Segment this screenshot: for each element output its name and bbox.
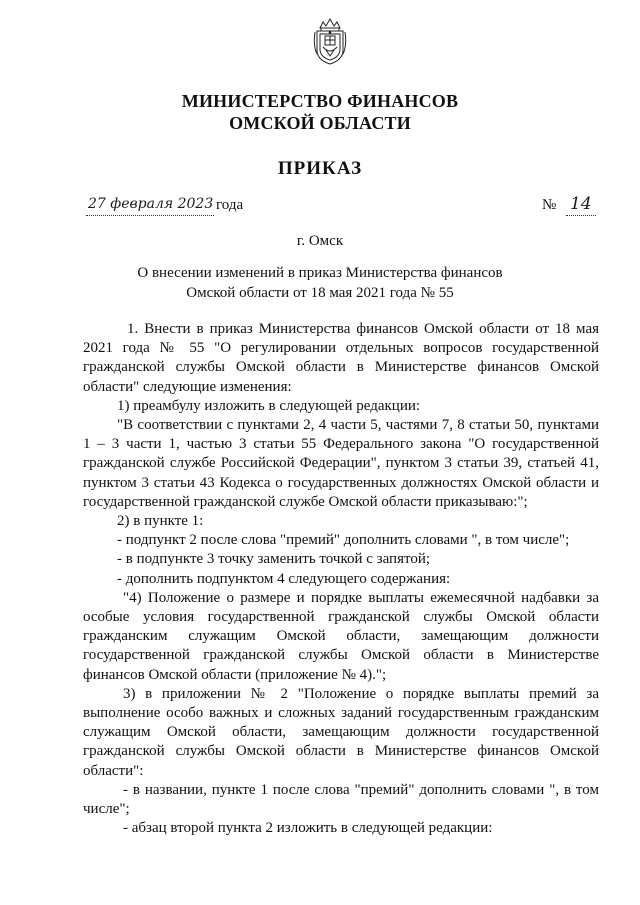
paragraph-7: - дополнить подпунктом 4 следующего содержания: <box>117 570 451 587</box>
paragraph-11: - абзац второй пункта 2 изложить в следующей редакции: <box>123 820 493 837</box>
paragraph-6: - в подпункте 3 точку заменить точкой с запятой; <box>117 551 431 568</box>
paragraph-10: - в названии, пункте 1 после слова "премий" дополнить словами ", в том числе"; <box>83 781 599 818</box>
paragraph-9: 3) в приложении № 2 "Положение о порядке выплаты премий за выполнение особо важных и сложных заданий государственным гражданским служащим Омской области, замещающим должности государственной гражданской службы Омской области в Министерстве финансов Омской области": <box>83 685 599 779</box>
order-title: ПРИКАЗ <box>277 158 363 179</box>
ministry-name-line2: ОМСКОЙ ОБЛАСТИ <box>229 113 411 133</box>
date-underline <box>86 215 214 216</box>
subject-line1: О внесении изменений в приказ Министерства финансов <box>137 265 503 281</box>
handwritten-date: 27 февраля 2023 <box>88 196 214 212</box>
date-number-row <box>82 196 602 220</box>
paragraph-3: "В соответствии с пунктами 2, 4 части 5, частями 7, 8 статьи 50, пунктами 1 – 3 части 1, частью 3 статьи 55 Федерального закона "О государственной гражданской службе Российской Федерации", пунктом 3 статьи 39, статьей 41, пунктом 3 статьи 43 Кодекса о государственных должностях Омской области и государственной гражданской службе Омской области приказываю:"; <box>83 417 599 510</box>
paragraph-5: - подпункт 2 после слова "премий" дополнить словами ", в том числе"; <box>117 532 570 549</box>
date-suffix: года <box>216 197 244 213</box>
order-subject <box>0 263 640 303</box>
order-body <box>83 320 599 838</box>
paragraph-8: "4) Положение о размере и порядке выплаты ежемесячной надбавки за особые условия государственной гражданской службы Омской области гражданским служащим Омской области, замещающим должности государственной гражданской службы Омской области в Министерстве финансов Омской области (приложение № 4)."; <box>83 589 599 683</box>
handwritten-number: 14 <box>570 194 592 214</box>
subject-line2: Омской области от 18 мая 2021 года № 55 <box>186 285 454 301</box>
city: г. Омск <box>296 233 344 249</box>
number-underline <box>566 215 596 216</box>
omsk-coat-of-arms-icon <box>313 16 347 66</box>
paragraph-4: 2) в пункте 1: <box>117 513 204 530</box>
ministry-name-line1: МИНИСТЕРСТВО ФИНАНСОВ <box>181 91 459 111</box>
paragraph-1: 1. Внести в приказ Министерства финансов Омской области от 18 мая 2021 года № 55 "О регулировании отдельных вопросов государственной гражданской службы Омской области в Министерстве финансов Омской области" следующие изменения: <box>83 321 599 395</box>
paragraph-2: 1) преамбулу изложить в следующей редакции: <box>117 397 421 414</box>
number-label: № <box>542 197 557 213</box>
